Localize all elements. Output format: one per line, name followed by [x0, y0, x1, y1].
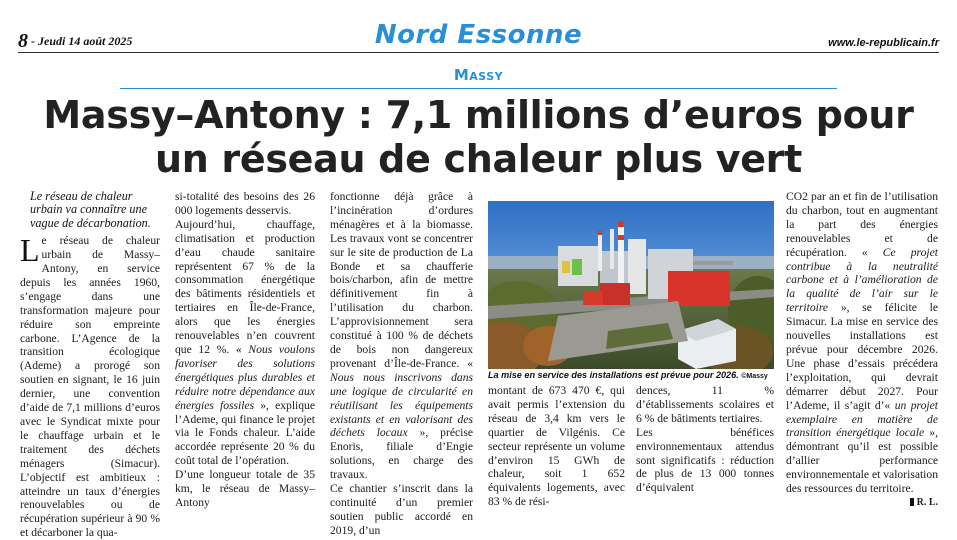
article-text: e réseau de chaleur urbain de Massy–Antony, en service depuis les années 1960, s’engage dans une transformation majeure pour réduire son empreinte carbone. L’Agence de la transition écologique (Ademe) a prorogé son soutien en signant, le 16 juin dernier, une convention d’aide de 7,1 millions d’euros avec le Syndicat mixte pour le chauffage urbain et le traitement des déchets ménagers (Simacur). L’objectif est ambitieux : atteindre un taux d’énergies renouvelables ou de récupération supérieur à 90 % et décarboner la qua-	[20, 234, 160, 540]
article-quote: Nous nous inscrivons dans une logique de circularité en réutilisant les équipements existants et en valorisant des déchets locaux	[330, 370, 473, 440]
article-paragraph: Les bénéfices environnementaux attendus sont significatifs : réduction de plus de 13 000 tonnes d’équivalent	[636, 425, 774, 495]
caption-text: La mise en service des installations est prévue pour 2026.	[488, 370, 739, 380]
article-column-4	[488, 384, 625, 509]
article-text: », démontrant qu’il est possible d’allier performance environnementale et valorisation des ressources du territoire.	[786, 426, 938, 496]
photo-credit: ©Massy	[741, 373, 768, 380]
article-quote: un projet exemplaire en matière de transition énergétique locale	[786, 398, 938, 440]
article-text: fonctionne déjà grâce à l’incinération d’ordures ménagères et à la biomasse. Les travaux vont se concentrer sur le site de production de La Bonde et sa chaufferie bois/charbon, afin de mettre définitivement fin à l’utilisation du charbon. L’approvisionnement sera constitué à 100 % de déchets de bois non dangereux provenant d’Île-de-France. «	[330, 190, 473, 370]
section-label: Massy	[453, 66, 504, 84]
article-text: Aujourd’hui, chauffage, climatisation et production d’eau chaude sanitaire représentent 67 % de la consommation énergétique des bâtiments résidentiels et tertiaires en Île-de-France, alors que les énergies renouvelables n’en couvrent que 12 %. «	[175, 217, 315, 356]
article-text: », précise Enoris, filiale d’Engie solutions, en charge des travaux.	[330, 426, 473, 482]
article-chapeau: Le réseau de chaleur urbain va connaître une vague de décarbonation.	[30, 189, 151, 230]
article-paragraph	[786, 190, 938, 496]
article-title-line2: un réseau de chaleur plus vert	[155, 137, 802, 181]
article-column-2	[175, 190, 315, 510]
article-title	[0, 93, 957, 181]
article-column-1	[20, 190, 160, 540]
article-column-3	[330, 190, 473, 538]
article-column-5	[636, 384, 774, 495]
article-text: », explique l’Ademe, qui finance le projet via le Fonds chaleur. L’aide accordée représente 20 % du coût total de l’opération.	[175, 398, 315, 468]
signature-text: R. L.	[916, 496, 938, 508]
photo-heating-plant	[488, 201, 774, 369]
signature-mark-icon	[910, 498, 914, 506]
author-signature	[786, 496, 938, 510]
article-photo	[488, 201, 774, 369]
article-paragraph	[330, 190, 473, 482]
article-paragraph: montant de 673 470 €, qui avait permis l’extension du réseau de 3,4 km vers le quartier de Vilgénis. Ce secteur représente un volume d’environ 15 GWh de chaleur, soit 1 652 équivalents logements, avec 83 % de rési-	[488, 384, 625, 509]
article-title-line1: Massy–Antony : 7,1 millions d’euros pour	[43, 93, 914, 137]
article-paragraph	[20, 234, 160, 540]
page-number: 8	[18, 30, 28, 52]
article-paragraph: Ce chantier s’inscrit dans la continuité d’un premier soutien public accordé en 2019, d’un	[330, 482, 473, 537]
edition-title: Nord Essonne	[374, 20, 583, 50]
article-quote: Nous voulons favoriser des solutions énergétiques plus durables et réduire notre dépendance aux énergies fossiles	[175, 342, 315, 412]
article-text: », se félicite le Simacur. La mise en service des nouvelles installations est prévue pour décembre 2026. Une phase d’essais précédera l’exploitation, qui devrait démarrer début 2027. Pour l’Ademe, il s’agit d’«	[786, 301, 938, 412]
article-column-6	[786, 190, 938, 510]
drop-cap: L	[20, 232, 40, 269]
page-header	[18, 20, 939, 53]
publication-date: - Jeudi 14 août 2025	[31, 34, 133, 48]
photo-caption	[488, 370, 778, 380]
article-paragraph	[175, 218, 315, 468]
article-text: CO2 par an et fin de l’utilisation du charbon, tout en augmentant la part des énergies renouvelables et de récupération. «	[786, 190, 938, 259]
section-divider	[120, 88, 837, 89]
article-quote: Ce projet contribue à la neutralité carbone et à l’amélioration de la qualité de l’air sur le territoire	[786, 245, 938, 315]
article-paragraph: dences, 11 % d’établissements scolaires et 6 % de bâtiments tertiaires.	[636, 384, 774, 425]
website-link[interactable]: www.le-republicain.fr	[828, 37, 939, 49]
article-paragraph: D’une longueur totale de 35 km, le réseau de Massy–Antony	[175, 468, 315, 509]
article-paragraph: si-totalité des besoins des 26 000 logements desservis.	[175, 190, 315, 217]
